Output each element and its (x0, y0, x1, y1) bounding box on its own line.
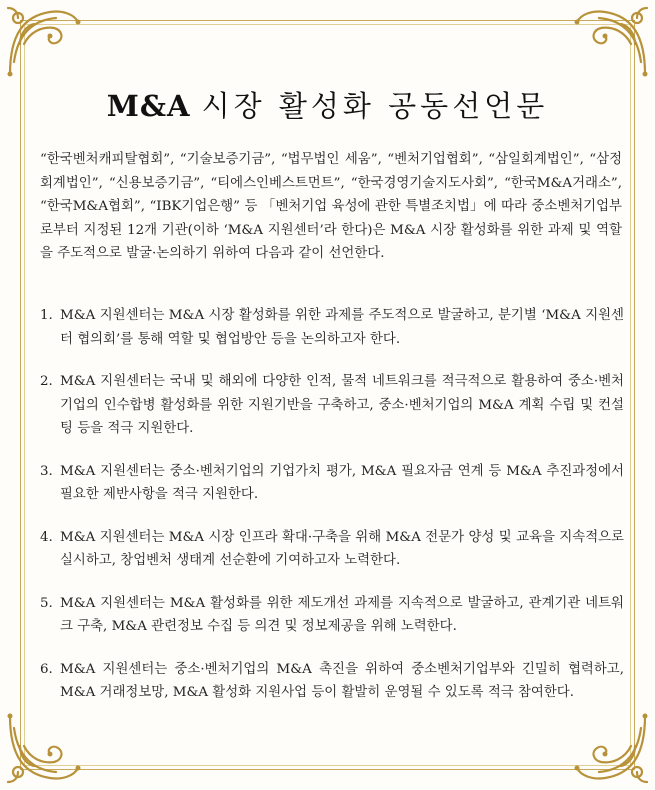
corner-ornament-icon (4, 4, 82, 82)
list-item (40, 370, 624, 441)
intro-paragraph: “한국벤처캐피탈협회”, “기술보증기금”, “법무법인 세움”, “벤처기업협회”, “삼일회계법인”, “삼정회계법인”, “신용보증기금”, “티에스인베스트먼트”, “한국경영기술지도사회”, “한국M&A거래소”, “한국M&A협회”, “IBK기업은행” 등 「벤처기업 육성에 관한 특별조치법」에 따라 중소벤처기업부로부터 지정된 12개 기관(이하 ‘M&A 지원센터’라 한다)은 M&A 시장 활성화를 위한 과제 및 역할을 주도적으로 발굴·논의하기 위하여 다음과 같이 선언한다. (40, 152, 622, 261)
item-text: M&A 지원센터는 국내 및 해외에 다양한 인적, 물적 네트워크를 적극적으로 활용하여 중소·벤처기업의 인수합병 활성화를 위한 지원기반을 구축하고, 중소·벤처기업의 M&A 계획 수립 및 컨설팅 등을 적극 지원한다. (60, 374, 624, 436)
list-item (40, 304, 624, 351)
list-item (40, 460, 624, 507)
list-item (40, 658, 624, 705)
item-text: M&A 지원센터는 M&A 시장 인프라 확대·구축을 위해 M&A 전문가 양성 및 교육을 지속적으로 실시하고, 창업벤처 생태계 선순환에 기여하고자 노력한다. (60, 529, 624, 568)
corner-ornament-icon (573, 4, 651, 82)
item-text: M&A 지원센터는 M&A 활성화를 위한 제도개선 과제를 지속적으로 발굴하고, 관계기관 네트워크 구축, M&A 관련정보 수집 등 의견 및 정보제공을 위해 노력한다. (60, 595, 624, 634)
item-text: M&A 지원센터는 중소·벤처기업의 M&A 촉진을 위하여 중소벤처기업부와 긴밀히 협력하고, M&A 거래정보망, M&A 활성화 지원사업 등이 활발히 운영될 수 있도록 적극 참여한다. (60, 661, 624, 700)
item-text: M&A 지원센터는 M&A 시장 활성화를 위한 과제를 주도적으로 발굴하고, 분기별 ‘M&A 지원센터 협의회’를 통해 역할 및 협업방안 등을 논의하고자 한다. (60, 308, 624, 347)
item-number: 6. (40, 661, 53, 677)
declaration-list (40, 304, 624, 724)
item-number: 2. (40, 374, 53, 389)
item-number: 3. (40, 463, 53, 479)
title-bold: M&A (106, 89, 191, 123)
list-item (40, 592, 624, 639)
list-item (40, 526, 624, 573)
page-title (0, 84, 655, 125)
item-text: M&A 지원센터는 중소·벤처기업의 기업가치 평가, M&A 필요자금 연계 등 M&A 추진과정에서 필요한 제반사항을 적극 지원한다. (60, 463, 624, 502)
title-rest: 시장 활성화 공동선언문 (201, 89, 549, 123)
item-number: 1. (40, 308, 53, 323)
item-number: 4. (40, 529, 53, 545)
item-number: 5. (40, 595, 53, 611)
